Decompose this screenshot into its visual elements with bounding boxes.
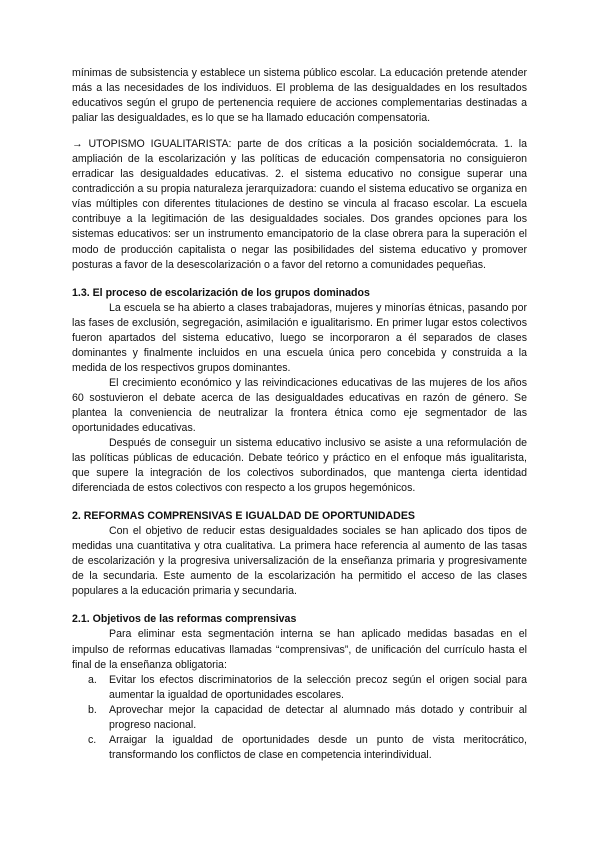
paragraph-1-3-a: La escuela se ha abierto a clases trabajadoras, mujeres y minorías étnicas, pasando por las fases de exclusión, segregación, asimilación e igualitarismo. En primer lugar estos colectivos fueron apartados del sistema educativo, luego se incorporaron a él separados de clases dominantes y finalmente incluidos en una escuela única pero concebida y construida a la medida de los respectivos grupos dominantes. [72,301,527,374]
document-page [72,66,527,763]
section-heading-1-3: 1.3. El proceso de escolarización de los grupos dominados [72,286,370,299]
paragraph-2-a: Con el objetivo de reducir estas desigualdades sociales se han aplicado dos tipos de medidas una cuantitativa y otra cualitativa. La primera hace referencia al aumento de las tasas de escolarización y la progresiva universalización de la enseñanza primaria y progresivamente de la secundaria. Este aumento de la escolarización ha permitido el acceso de las clases populares a la educación primaria y secundaria. [72,525,527,598]
paragraph-utopismo-igualitarista: → UTOPISMO IGUALITARISTA: parte de dos críticas a la posición socialdemócrata. 1. la ampliación de la escolarización y las políticas de educación compensatoria no consiguieron erradicar las desigualdades educativas. 2. el sistema educativo no consigue superar una contradicción a su propia naturaleza jerarquizadora: cuando el sistema educativo se organiza en vías múltiples con diferentes titulaciones de destino se vincula al fracaso escolar. La escuela contribuye a la legitimación de las desigualdades sociales. Dos grandes opciones para los sistemas educativos: ser un instrumento emancipatorio de la clase obrera para la superación el modo de producción capitalista o negar las posibilidades del sistema educativo y promover posturas a favor de la desescolarización o a favor del retorno a comunidades pequeñas. [72,138,527,271]
list-item-text: Evitar los efectos discriminatorios de la selección precoz según el origen social para aumentar la igualdad de oportunidades escolares. [109,673,527,701]
list-marker: b. [88,703,97,716]
paragraph-compensatory-education: mínimas de subsistencia y establece un sistema público escolar. La educación pretende atender más a las necesidades de los individuos. El problema de las desigualdades en los resultados educativos según el grupo de pertenencia requiere de acciones complementarias destinadas a paliar las desigualdades, es lo que se ha llamado educación compensatoria. [72,67,527,125]
list-item [72,673,527,703]
paragraph-1-3-b: El crecimiento económico y las reivindicaciones educativas de las mujeres de los años 60 sostuvieron el debate acerca de las desigualdades educativas en razón de género. Se plantea la conveniencia de neutralizar la frontera étnica como eje segmentador de las oportunidades educativas. [72,376,527,434]
list-item [72,733,527,763]
list-item-text: Aprovechar mejor la capacidad de detectar al alumnado más dotado y contribuir al progreso nacional. [109,703,527,731]
list-item-text: Arraigar la igualdad de oportunidades desde un punto de vista meritocrático, transformando los conflictos de clase en competencia interindividual. [109,733,527,761]
list-item [72,703,527,733]
paragraph-1-3-c: Después de conseguir un sistema educativo inclusivo se asiste a una reformulación de las políticas públicas de educación. Debate teórico y práctico en el enfoque más igualitarista, que supere la integración de los colectivos subordinados, que mantenga cierta identidad diferenciada de estos colectivos con respecto a los grupos hegemónicos. [72,437,527,495]
objectives-list [72,673,527,763]
section-heading-2: 2. REFORMAS COMPRENSIVAS E IGUALDAD DE OPORTUNIDADES [72,510,415,523]
list-marker: a. [88,673,97,686]
section-heading-2-1: 2.1. Objetivos de las reformas comprensivas [72,613,297,626]
list-marker: c. [88,733,97,746]
paragraph-2-1-a: Para eliminar esta segmentación interna se han aplicado medidas basadas en el impulso de reformas educativas llamadas “comprensivas”, de unificación del currículo hasta el final de la enseñanza obligatoria: [72,628,527,671]
